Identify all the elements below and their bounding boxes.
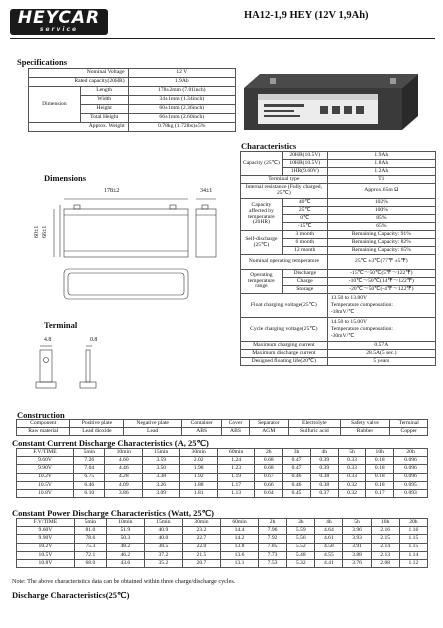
table-row-cell: 3.96 <box>343 527 371 535</box>
op-mode: Charge <box>282 278 327 286</box>
table-row-cell: 13.1 <box>220 559 258 567</box>
table-row-cell: 1.17 <box>217 481 254 489</box>
table-row-cell: 0.33 <box>338 457 366 465</box>
char-label: Capacity affected by temperature (20HR) <box>241 199 283 231</box>
temp-point: 0℃ <box>282 215 327 223</box>
table-row-cell: 20.7 <box>182 559 220 567</box>
table-row-cell: 7.92 <box>259 535 287 543</box>
table-header-row <box>17 519 428 527</box>
spec-value: 34±1mm (1.34inch) <box>128 96 235 105</box>
table-row-cell: 6.75 <box>74 473 105 481</box>
table-row-cell: 50.3 <box>106 535 144 543</box>
spec-value: 66±1mm (2.60inch) <box>128 114 235 123</box>
construction-table <box>16 419 428 436</box>
table-row <box>17 535 428 543</box>
table-row-cell: 1.24 <box>217 457 254 465</box>
construction-cell: Lead dioxide <box>70 428 124 436</box>
construction-cell: Rubber <box>340 428 390 436</box>
table-row-cell: 2.15 <box>371 535 399 543</box>
dim-width: 34±1 <box>200 188 213 194</box>
characteristics-table <box>240 151 436 366</box>
table-row-cell: 5.48 <box>287 551 315 559</box>
table-header-row-cell: 20h <box>394 449 428 457</box>
table-row-cell: 1.12 <box>399 559 427 567</box>
cp-discharge-table <box>16 518 428 568</box>
table-row-cell: 3.50 <box>142 465 179 473</box>
table-row-cell: 46.2 <box>106 551 144 559</box>
self-value: Remaining Capacity: 65% <box>327 247 435 255</box>
table-header-row-cell: 5min <box>74 449 105 457</box>
table-row-cell: 2.02 <box>180 457 217 465</box>
table-row-cell: 3.38 <box>142 473 179 481</box>
table-row-cell: 0.68 <box>255 457 283 465</box>
char-value: 0.57A <box>327 342 435 350</box>
table-row-cell: 0.32 <box>338 481 366 489</box>
spec-value: 60±1mm (2.36inch) <box>128 105 235 114</box>
table-row-cell: 2.13 <box>371 551 399 559</box>
table-row-cell: 7.26 <box>74 457 105 465</box>
construction-header: Container <box>181 420 222 428</box>
table-row-cell: 5.56 <box>287 535 315 543</box>
char-label: Maximum discharge current <box>241 350 328 358</box>
table-row-cell: 23.2 <box>182 527 220 535</box>
table-row-cell: 9.60V <box>17 527 75 535</box>
op-mode: Storage <box>282 286 327 294</box>
table-row-cell: 7.53 <box>259 559 287 567</box>
table-row-cell: 3.59 <box>142 457 179 465</box>
note-text: Note: The above characteristics data can be obtained within three charge/discharge cycles. <box>12 578 236 585</box>
table-header-row-cell: 30min <box>182 519 220 527</box>
table-row-cell: 5.59 <box>287 527 315 535</box>
construction-cell: AGM <box>249 428 289 436</box>
table-row-cell: 3.93 <box>343 535 371 543</box>
table-row-cell: 22.7 <box>182 535 220 543</box>
table-row-cell: 4.58 <box>315 543 343 551</box>
spec-value: 178±2mm (7.01inch) <box>128 87 235 96</box>
table-row-cell: 0.093 <box>394 489 428 497</box>
table-row-cell: 1.15 <box>399 543 427 551</box>
spec-value: 0.78kg (1.72lbs)±5% <box>128 123 235 132</box>
table-header-row-cell: 20h <box>399 519 427 527</box>
cp-body <box>17 519 428 568</box>
table-row-cell: 0.18 <box>366 473 394 481</box>
temp-point: -15℃ <box>282 223 327 231</box>
table-header-row-cell: 30min <box>180 449 217 457</box>
dimension-label: Dimension <box>29 87 81 123</box>
table-row-cell: 13.6 <box>220 551 258 559</box>
table-row-cell: 0.46 <box>283 473 311 481</box>
header-divider <box>10 38 435 39</box>
table-header-row-cell: 3h <box>287 519 315 527</box>
table-row-cell: 0.68 <box>255 465 283 473</box>
table-row-cell: 1.19 <box>217 473 254 481</box>
table-row-cell: 0.66 <box>255 481 283 489</box>
table-row-cell: 72.1 <box>74 551 106 559</box>
table-header-row-cell: 60min <box>217 449 254 457</box>
table-row-cell: 38.5 <box>144 543 182 551</box>
table-row-cell: 75.3 <box>74 543 106 551</box>
char-label: Terminal type <box>241 176 328 184</box>
cp-heading: Constant Power Discharge Characteristics (Watt, 25℃) <box>12 508 215 518</box>
char-value: 5 years <box>327 358 435 366</box>
float-value <box>327 294 435 318</box>
table-header-row-cell: 60min <box>220 519 258 527</box>
construction-header: Terminal <box>390 420 428 428</box>
table-header-row-cell: 15min <box>142 449 179 457</box>
dim-height: 60±1 <box>34 225 40 238</box>
table-row-cell: 0.39 <box>310 465 338 473</box>
table-row-cell: 3.88 <box>343 551 371 559</box>
char-label: Float charging voltage(25℃) <box>241 294 328 318</box>
construction-heading: Construction <box>17 410 65 420</box>
terminal-thickness-dim: 0.8 <box>90 337 98 343</box>
table-row-cell: 4.60 <box>105 457 142 465</box>
table-row-cell: 40.0 <box>144 535 182 543</box>
table-row-cell: 78.6 <box>74 535 106 543</box>
op-mode: Discharge <box>282 270 327 278</box>
table-header-row-cell: 5min <box>74 519 106 527</box>
table-row <box>17 489 428 497</box>
table-row-cell: 0.47 <box>283 457 311 465</box>
table-row <box>17 481 428 489</box>
table-row-cell: 0.096 <box>394 473 428 481</box>
temp-point: 40℃ <box>282 199 327 207</box>
table-header-row <box>17 449 428 457</box>
table-row-cell: 10.5V <box>17 551 75 559</box>
table-row-cell: 0.096 <box>394 465 428 473</box>
cycle-line: 14.50 to 15.00V <box>330 319 368 326</box>
table-row-cell: 1.13 <box>217 489 254 497</box>
char-value: 25℃ ±3℃(77℉ ±5℉) <box>327 255 435 270</box>
table-row <box>17 473 428 481</box>
char-label: Cycle charging voltage(25℃) <box>241 318 328 342</box>
table-row-cell: 0.33 <box>338 465 366 473</box>
table-row-cell: 3.86 <box>105 489 142 497</box>
table-header-row-cell: 5h <box>338 449 366 457</box>
cycle-line: -30mV/℃ <box>330 332 355 339</box>
table-row <box>17 559 428 567</box>
dim-total-height: 66±1 <box>42 225 48 238</box>
construction-cell: ABS <box>181 428 222 436</box>
float-line: -18mV/℃ <box>330 308 355 315</box>
table-row <box>17 465 428 473</box>
temp-point: 25℃ <box>282 207 327 215</box>
construction-header: Component <box>17 420 70 428</box>
specifications-heading: Specifications <box>17 57 68 67</box>
table-row-cell: 0.64 <box>255 489 283 497</box>
table-header-row-cell: 5h <box>343 519 371 527</box>
char-label: Designed floating life(20℃) <box>241 358 328 366</box>
spec-value: 12 V <box>128 69 235 78</box>
table-row-cell: 7.04 <box>74 465 105 473</box>
char-label: Internal resistance (Fully charged, 25℃) <box>241 184 328 199</box>
table-row-cell: 0.67 <box>255 473 283 481</box>
table-row-cell: 0.37 <box>310 489 338 497</box>
table-row-cell: 4.28 <box>105 473 142 481</box>
table-header-row-cell: 10h <box>371 519 399 527</box>
construction-cell: ABS <box>222 428 249 436</box>
spec-label: Rated capacity(20HR) <box>29 78 129 87</box>
self-period: 12 month <box>282 247 327 255</box>
table-row-cell: 0.18 <box>366 457 394 465</box>
terminal-heading: Terminal <box>44 320 78 330</box>
table-row-cell: 10.5V <box>17 481 74 489</box>
table-header-row-cell: 4h <box>315 519 343 527</box>
temp-value: 85% <box>327 215 435 223</box>
table-row-cell: 2.14 <box>371 543 399 551</box>
cc-heading: Constant Current Discharge Characteristics (A, 25℃) <box>12 438 209 448</box>
table-row-cell: 0.38 <box>310 473 338 481</box>
table-row-cell: 9.60V <box>17 457 74 465</box>
page-title: HA12-1,9 HEY (12V 1,9Ah) <box>244 10 369 21</box>
table-row-cell: 3.91 <box>343 543 371 551</box>
table-row-cell: 68.0 <box>74 559 106 567</box>
table-row-cell: 0.18 <box>366 465 394 473</box>
table-row-cell: 10.8V <box>17 559 75 567</box>
table-row-cell: 0.32 <box>338 489 366 497</box>
table-row-cell: 0.18 <box>366 481 394 489</box>
temp-value: 65% <box>327 223 435 231</box>
table-header-row-cell: F.V/TIME <box>17 449 74 457</box>
table-row-cell: 3.26 <box>142 481 179 489</box>
table-row-cell: 6.46 <box>74 481 105 489</box>
terminal-width-dim: 4.8 <box>44 337 52 343</box>
table-row-cell: 1.92 <box>180 473 217 481</box>
construction-cell: Sulfuric acid <box>289 428 340 436</box>
capacity-rate: 1HR(9.60V) <box>282 168 327 176</box>
table-row-cell: 13.8 <box>220 543 258 551</box>
table-row-cell: 1.98 <box>180 465 217 473</box>
char-label: Operating temperature range <box>241 270 283 294</box>
table-row-cell: 5.32 <box>287 559 315 567</box>
table-row-cell: 4.64 <box>315 527 343 535</box>
char-value: T1 <box>327 176 435 184</box>
construction-header: Separator <box>249 420 289 428</box>
construction-cell: Lead <box>124 428 181 436</box>
table-row-cell: 0.096 <box>394 457 428 465</box>
table-row-cell: 4.41 <box>315 559 343 567</box>
table-row-cell: 1.15 <box>399 535 427 543</box>
specifications-table <box>28 68 236 132</box>
table-row-cell: 0.47 <box>283 465 311 473</box>
table-row-cell: 6.10 <box>74 489 105 497</box>
table-row-cell: 51.9 <box>106 527 144 535</box>
table-row-cell: 81.0 <box>74 527 106 535</box>
table-row-cell: 10.2V <box>17 543 75 551</box>
self-period: 3 month <box>282 231 327 239</box>
brand-subtitle: service <box>39 26 79 33</box>
table-header-row-cell: F.V/TIME <box>17 519 75 527</box>
capacity-value: 1.8Ah <box>327 160 435 168</box>
spec-label: Total Height <box>80 114 128 123</box>
construction-header: Safety valve <box>340 420 390 428</box>
cc-discharge-table <box>16 448 428 498</box>
cc-body <box>17 449 428 498</box>
table-row-cell: 0.38 <box>310 481 338 489</box>
table-header-row-cell: 10min <box>106 519 144 527</box>
self-value: Remaining Capacity: 91% <box>327 231 435 239</box>
spec-label: Width <box>80 96 128 105</box>
construction-header: Negative plate <box>124 420 181 428</box>
table-row <box>17 543 428 551</box>
table-header-row-cell: 10h <box>366 449 394 457</box>
table-row-cell: 0.33 <box>338 473 366 481</box>
table-row-cell: 1.23 <box>217 465 254 473</box>
table-row-cell: 21.5 <box>182 551 220 559</box>
temp-value: 100% <box>327 207 435 215</box>
table-header-row-cell: 2h <box>255 449 283 457</box>
table-row-cell: 0.17 <box>366 489 394 497</box>
table-row-cell: 3.76 <box>343 559 371 567</box>
terminal-drawing <box>18 338 178 398</box>
table-row-cell: 1.81 <box>180 489 217 497</box>
brand-logo <box>10 9 108 35</box>
spec-label: Height <box>80 105 128 114</box>
construction-cell: Raw material <box>17 428 70 436</box>
char-label: Capacity (25℃) <box>241 152 283 176</box>
table-header-row-cell: 3h <box>283 449 311 457</box>
table-row-cell: 1.16 <box>399 527 427 535</box>
table-row-cell: 7.85 <box>259 543 287 551</box>
float-line: 13.50 to 13.80V <box>330 295 368 302</box>
construction-header: Cover <box>222 420 249 428</box>
table-row-cell: 37.2 <box>144 551 182 559</box>
spec-label: Length <box>80 87 128 96</box>
construction-cell: Copper <box>390 428 428 436</box>
table-row-cell: 14.2 <box>220 535 258 543</box>
capacity-rate: 10HR(10.5V) <box>282 160 327 168</box>
table-row-cell: 22.0 <box>182 543 220 551</box>
capacity-value: 1.2Ah <box>327 168 435 176</box>
dimensions-heading: Dimensions <box>44 173 87 183</box>
table-row-cell: 43.6 <box>106 559 144 567</box>
table-row-cell: 4.46 <box>105 465 142 473</box>
op-value: -15℃〜50℃(5℉〜122℉) <box>327 270 435 278</box>
op-value: -10℃〜50℃(14℉〜122℉) <box>327 278 435 286</box>
table-row-cell: 9.90V <box>17 465 74 473</box>
table-header-row-cell: 15min <box>144 519 182 527</box>
table-row-cell: 48.2 <box>106 543 144 551</box>
table-row-cell: 0.39 <box>310 457 338 465</box>
table-row-cell: 0.095 <box>394 481 428 489</box>
table-row-cell: 0.45 <box>283 489 311 497</box>
table-header-row-cell: 10min <box>105 449 142 457</box>
battery-photo <box>240 66 422 132</box>
dimension-drawing <box>44 183 220 311</box>
table-row-cell: 10.8V <box>17 489 74 497</box>
characteristics-heading: Characteristics <box>241 141 297 151</box>
spec-label: Nominal Voltage <box>29 69 129 78</box>
table-header-row-cell: 4h <box>310 449 338 457</box>
dim-length: 178±2 <box>104 188 120 194</box>
table-row-cell: 3.09 <box>142 489 179 497</box>
brand-name: HEYCAR <box>17 8 101 28</box>
capacity-value: 1.9Ah <box>327 152 435 160</box>
table-row-cell: 10.2V <box>17 473 74 481</box>
char-label: Maximum charging current <box>241 342 328 350</box>
construction-header: Positive plate <box>70 420 124 428</box>
construction-header: Electrolyte <box>289 420 340 428</box>
spec-label: Approx. Weight <box>29 123 129 132</box>
table-row-cell: 5.52 <box>287 543 315 551</box>
discharge-chars-heading: Discharge Characteristics(25℃) <box>12 590 130 600</box>
table-row <box>17 527 428 535</box>
table-row-cell: 14.4 <box>220 527 258 535</box>
op-value: -20℃〜50℃(-4℉〜122℉) <box>327 286 435 294</box>
capacity-rate: 20HR(10.5V) <box>282 152 327 160</box>
table-row-cell: 40.9 <box>144 527 182 535</box>
char-value: 28.5A(5 sec.) <box>327 350 435 358</box>
table-row-cell: 2.08 <box>371 559 399 567</box>
table-row <box>17 551 428 559</box>
temp-value: 102% <box>327 199 435 207</box>
cycle-line: Temperature compensation: <box>330 326 393 332</box>
self-period: 6 month <box>282 239 327 247</box>
table-row-cell: 7.73 <box>259 551 287 559</box>
table-row-cell: 1.14 <box>399 551 427 559</box>
table-header-row-cell: 2h <box>259 519 287 527</box>
self-value: Remaining Capacity: 82% <box>327 239 435 247</box>
table-row-cell: 1.88 <box>180 481 217 489</box>
table-row-cell: 4.61 <box>315 535 343 543</box>
char-value: Approx.65m Ω <box>327 184 435 199</box>
spec-value: 1.9Ah <box>128 78 235 87</box>
table-row-cell: 9.90V <box>17 535 75 543</box>
float-line: Temperature compensation: <box>330 302 393 308</box>
cycle-value <box>327 318 435 342</box>
table-row-cell: 0.46 <box>283 481 311 489</box>
table-row <box>17 457 428 465</box>
table-row-cell: 4.55 <box>315 551 343 559</box>
char-label: Self-discharge (25℃) <box>241 231 283 255</box>
table-row-cell: 2.16 <box>371 527 399 535</box>
table-row-cell: 4.09 <box>105 481 142 489</box>
char-label: Nominal operating temperature <box>241 255 328 270</box>
table-row-cell: 7.96 <box>259 527 287 535</box>
table-row-cell: 35.2 <box>144 559 182 567</box>
